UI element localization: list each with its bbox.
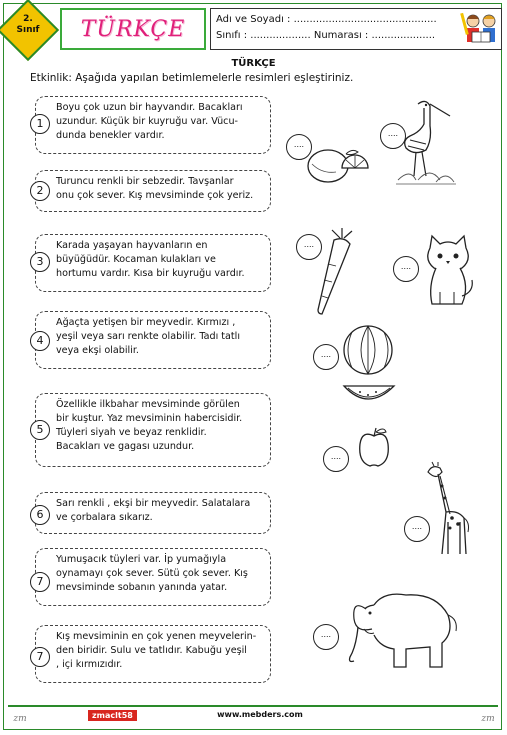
page-title: TÜRKÇE — [80, 16, 186, 42]
answer-blank[interactable]: .... — [313, 624, 339, 650]
card-line: Karada yaşayan hayvanların en — [56, 240, 208, 251]
description-card — [35, 393, 271, 467]
name-field[interactable]: Adı ve Soyadı : ............................................. — [216, 14, 437, 25]
answer-blank[interactable]: .... — [296, 234, 322, 260]
footer-divider — [8, 705, 498, 707]
card-number: 3 — [30, 252, 50, 272]
card-line: Yumuşacık tüyleri var. İp yumağıyla — [56, 554, 227, 565]
footer-url[interactable]: www.mebders.com — [217, 710, 303, 719]
description-card — [35, 234, 271, 292]
description-card — [35, 96, 271, 154]
answer-blank[interactable]: .... — [323, 446, 349, 472]
card-line: uzundur. Küçük bir kuyruğu var. Vücu- — [56, 116, 239, 127]
answer-blank[interactable]: .... — [286, 134, 312, 160]
giraffe-icon — [424, 462, 472, 556]
kids-reading-icon — [462, 11, 500, 47]
card-line: Bacakları ve gagası uzundur. — [56, 441, 195, 452]
card-line: büyüğüdür. Kocaman kulakları ve — [56, 254, 216, 265]
card-line: veya ekşi olabilir. — [56, 345, 139, 356]
apple-icon — [356, 426, 392, 470]
cat-icon — [422, 236, 474, 308]
card-line: Özellikle ilkbahar mevsiminde görülen — [56, 399, 240, 410]
elephant-icon — [344, 585, 460, 671]
corner-mark-left: zm — [13, 714, 27, 724]
card-line: onu çok sever. Kış mevsiminde çok yeriz. — [56, 190, 254, 201]
card-line: mevsiminde sobanın yanında yatar. — [56, 582, 228, 593]
card-line: hortumu vardır. Kısa bir kuyruğu vardır. — [56, 268, 245, 279]
answer-blank[interactable]: .... — [313, 344, 339, 370]
title-box — [60, 8, 206, 50]
class-number-field[interactable]: Sınıfı : ................... Numarası : .................... — [216, 30, 436, 41]
description-card — [35, 492, 271, 534]
card-number: 2 — [30, 181, 50, 201]
card-number: 4 — [30, 331, 50, 351]
card-line: oynamayı çok sever. Sütü çok sever. Kış — [56, 568, 248, 579]
subject-heading: TÜRKÇE — [231, 58, 276, 69]
card-line: dunda benekler vardır. — [56, 130, 165, 141]
card-line: , içi kırmızıdır. — [56, 659, 123, 670]
watermelon-icon — [340, 320, 396, 406]
description-card — [35, 625, 271, 683]
card-line: ve çorbalara sıkarız. — [56, 512, 153, 523]
card-number: 7 — [30, 572, 50, 592]
description-card — [35, 170, 271, 212]
card-line: Turuncu renkli bir sebzedir. Tavşanlar — [56, 176, 234, 187]
grade-sub: Sınıf — [16, 25, 40, 35]
card-number: 5 — [30, 420, 50, 440]
description-card — [35, 548, 271, 606]
card-number: 6 — [30, 505, 50, 525]
card-line: Ağaçta yetişen bir meyvedir. Kırmızı , — [56, 317, 236, 328]
lemon-icon — [306, 146, 370, 186]
corner-mark-right: zm — [481, 714, 495, 724]
answer-blank[interactable]: .... — [393, 256, 419, 282]
card-line: Kış mevsiminin en çok yenen meyvelerin- — [56, 631, 257, 642]
footer-tag: zmaclt58 — [88, 710, 137, 721]
card-line: Boyu çok uzun bir hayvandır. Bacakları — [56, 102, 243, 113]
card-line: yeşil veya sarı renkte olabilir. Tadı tatlı — [56, 331, 241, 342]
grade-label — [6, 14, 50, 36]
description-card — [35, 311, 271, 369]
card-line: den biridir. Sulu ve tatlıdır. Kabuğu yeşil — [56, 645, 247, 656]
card-number: 1 — [30, 114, 50, 134]
answer-blank[interactable]: .... — [404, 516, 430, 542]
grade-number: 2. — [23, 14, 33, 24]
card-line: Tüyleri siyah ve beyaz renklidir. — [56, 427, 207, 438]
instruction: Etkinlik: Aşağıda yapılan betimlemelerle resimleri eşleştiriniz. — [30, 72, 354, 84]
answer-blank[interactable]: .... — [380, 123, 406, 149]
card-line: bir kuştur. Yaz mevsiminin habercisidir. — [56, 413, 243, 424]
card-line: Sarı renkli , ekşi bir meyvedir. Salatalara — [56, 498, 251, 509]
card-number: 7 — [30, 647, 50, 667]
